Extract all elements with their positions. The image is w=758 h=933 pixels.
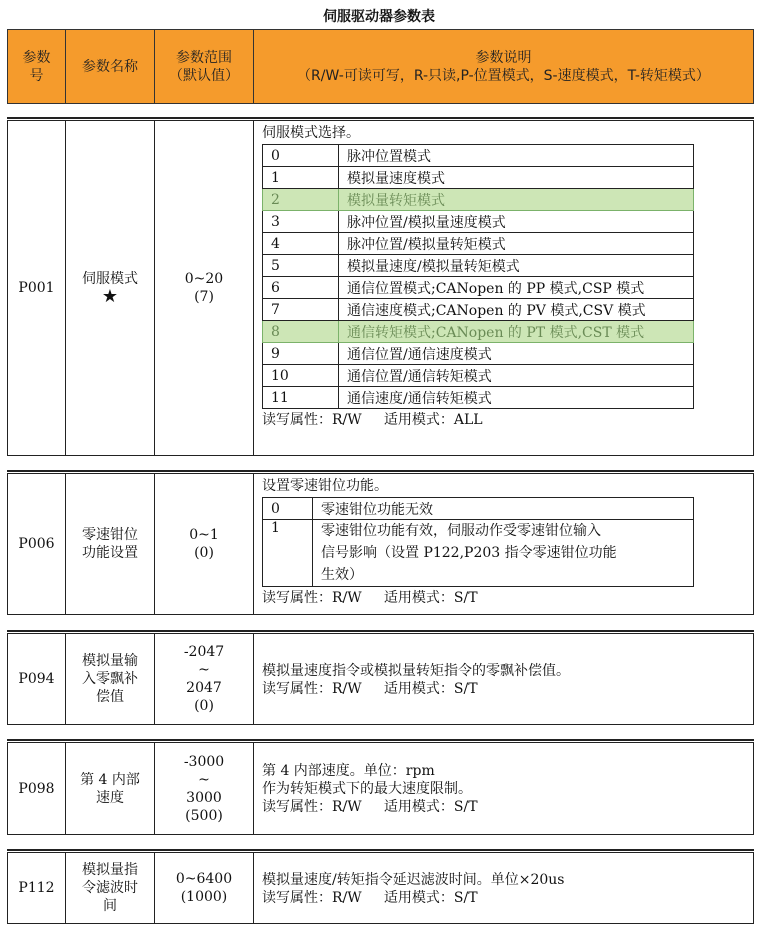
header-param-desc: 参数说明 （R/W-可读可写，R-只读,P-位置模式，S-速度模式，T-转矩模式） <box>254 30 754 104</box>
option-text: 零速钳位功能有效，伺服动作受零速钳位输入 信号影响（设置 P122,P203 指令零速钳位功能 生效） <box>313 520 694 587</box>
option-text: 脉冲位置/模拟量速度模式 <box>339 211 694 233</box>
param-no: P098 <box>8 743 66 835</box>
header-param-no: 参数号 <box>8 30 66 104</box>
param-range: -2047 ~ 2047 (0) <box>155 634 254 725</box>
param-desc: 模拟量速度/转矩指令延迟滤波时间。单位×20us 读写属性：R/W 适用模式：S/T <box>254 853 754 924</box>
option-text: 通信位置/通信转矩模式 <box>339 365 694 387</box>
param-name: 伺服模式 ★ <box>66 121 155 456</box>
option-value: 6 <box>263 277 339 299</box>
option-value: 10 <box>263 365 339 387</box>
option-text-highlighted: 通信转矩模式;CANopen 的 PT 模式,CST 模式 <box>339 321 694 343</box>
option-text-highlighted: 模拟量转矩模式 <box>339 189 694 211</box>
option-value: 4 <box>263 233 339 255</box>
param-range: 0~6400 (1000) <box>155 853 254 924</box>
option-value: 7 <box>263 299 339 321</box>
option-text: 模拟量速度/模拟量转矩模式 <box>339 255 694 277</box>
option-value: 3 <box>263 211 339 233</box>
desc-title: 设置零速钳位功能。 <box>262 478 388 494</box>
page-title: 伺服驱动器参数表 <box>323 9 435 25</box>
param-attr: 读写属性：R/W 适用模式：S/T <box>262 799 478 815</box>
option-value: 0 <box>263 145 339 167</box>
param-name: 第 4 内部 速度 <box>66 743 155 835</box>
param-row <box>7 852 754 924</box>
param-name: 零速钳位 功能设置 <box>66 474 155 615</box>
param-row <box>7 473 754 615</box>
param-no: P001 <box>8 121 66 456</box>
param-row <box>7 120 754 456</box>
param-row <box>7 633 754 725</box>
table-header <box>7 29 754 104</box>
param-desc: 第 4 内部速度。单位：rpm 作为转矩模式下的最大速度限制。 读写属性：R/W 适用模式：S/T <box>254 743 754 835</box>
options-table <box>262 497 694 587</box>
param-range: 0~20 (7) <box>155 121 254 456</box>
param-name: 模拟量指 令滤波时 间 <box>66 853 155 924</box>
options-table <box>262 144 694 409</box>
param-name: 模拟量输 入零飘补 偿值 <box>66 634 155 725</box>
option-value: 11 <box>263 387 339 409</box>
param-desc <box>254 474 754 615</box>
option-text: 零速钳位功能无效 <box>313 498 694 520</box>
option-value: 8 <box>263 321 339 343</box>
option-text: 脉冲位置模式 <box>339 145 694 167</box>
option-text: 通信位置/通信速度模式 <box>339 343 694 365</box>
desc-title: 伺服模式选择。 <box>262 125 360 141</box>
param-row <box>7 742 754 835</box>
param-no: P006 <box>8 474 66 615</box>
option-value: 0 <box>263 498 313 520</box>
option-text: 通信速度/通信转矩模式 <box>339 387 694 409</box>
param-attr: 读写属性：R/W 适用模式：S/T <box>262 590 478 606</box>
option-text: 脉冲位置/模拟量转矩模式 <box>339 233 694 255</box>
header-param-range: 参数范围（默认值） <box>155 30 254 104</box>
option-value: 5 <box>263 255 339 277</box>
param-no: P112 <box>8 853 66 924</box>
option-value: 1 <box>263 520 313 587</box>
param-attr: 读写属性：R/W 适用模式：S/T <box>262 889 478 906</box>
option-value: 1 <box>263 167 339 189</box>
param-attr: 读写属性：R/W 适用模式：ALL <box>262 412 483 428</box>
option-text: 模拟量速度模式 <box>339 167 694 189</box>
param-desc <box>254 121 754 456</box>
param-no: P094 <box>8 634 66 725</box>
param-range: -3000 ~ 3000 (500) <box>155 743 254 835</box>
param-attr: 读写属性：R/W 适用模式：S/T <box>262 680 478 697</box>
option-value: 2 <box>263 189 339 211</box>
option-text: 通信速度模式;CANopen 的 PV 模式,CSV 模式 <box>339 299 694 321</box>
param-range: 0~1 (0) <box>155 474 254 615</box>
option-text: 通信位置模式;CANopen 的 PP 模式,CSP 模式 <box>339 277 694 299</box>
option-value: 9 <box>263 343 339 365</box>
param-desc: 模拟量速度指令或模拟量转矩指令的零飘补偿值。 读写属性：R/W 适用模式：S/T <box>254 634 754 725</box>
header-param-name: 参数名称 <box>66 30 155 104</box>
